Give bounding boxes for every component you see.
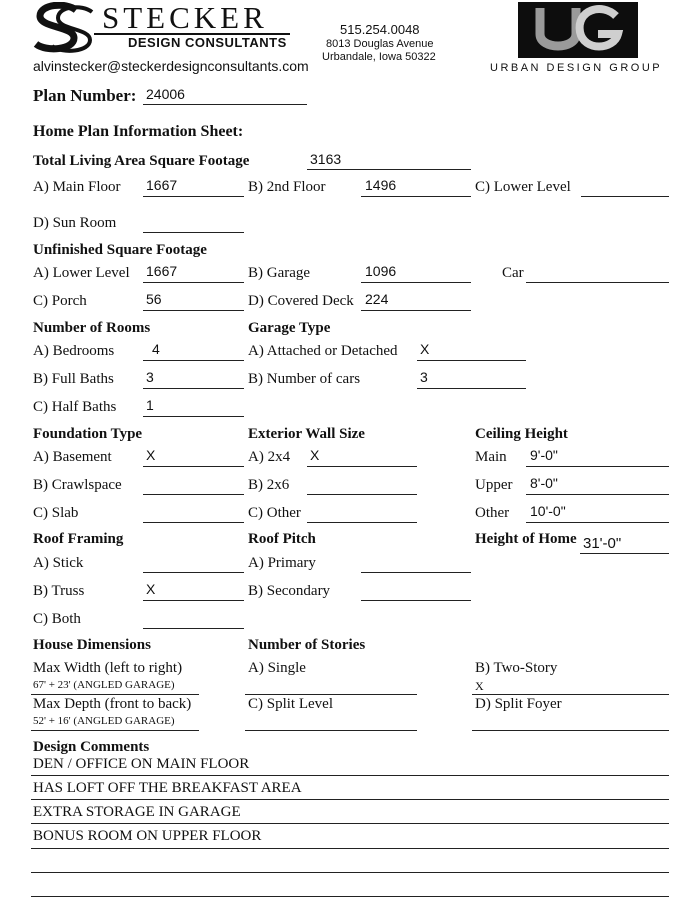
comment-rule-6 xyxy=(31,896,669,897)
bedrooms-line xyxy=(143,360,244,361)
ceiling-upper-value[interactable]: 8'-0" xyxy=(530,475,558,491)
ceiling-main-label: Main xyxy=(475,449,507,465)
garage-type-heading: Garage Type xyxy=(248,320,331,336)
basement-label: A) Basement xyxy=(33,449,112,465)
truss-label: B) Truss xyxy=(33,583,85,599)
wall-2x4-line xyxy=(307,466,417,467)
company-email[interactable]: alvinstecker@steckerdesignconsultants.com xyxy=(33,58,309,74)
main-floor-value[interactable]: 1667 xyxy=(146,177,178,193)
wall-2x6-line xyxy=(307,494,417,495)
lower-level-label: C) Lower Level xyxy=(475,179,571,195)
truss-value[interactable]: X xyxy=(146,581,156,597)
roof-framing-heading: Roof Framing xyxy=(33,531,124,547)
main-floor-line xyxy=(143,196,244,197)
plan-number-label: Plan Number: xyxy=(33,86,137,105)
stecker-logo xyxy=(30,2,300,58)
full-baths-line xyxy=(143,388,244,389)
living-area-heading: Total Living Area Square Footage xyxy=(33,153,250,169)
truss-line xyxy=(143,600,244,601)
header-rule xyxy=(94,33,290,35)
urban-design-group-logo xyxy=(488,0,673,80)
living-total-line xyxy=(307,169,471,170)
living-total-value[interactable]: 3163 xyxy=(310,151,342,167)
ceiling-heading: Ceiling Height xyxy=(475,426,568,442)
bedrooms-value[interactable]: 4 xyxy=(152,341,160,357)
secondary-pitch-line xyxy=(361,600,471,601)
sheet-title: Home Plan Information Sheet: xyxy=(33,123,244,140)
both-label: C) Both xyxy=(33,611,81,627)
secondary-pitch-label: B) Secondary xyxy=(248,583,331,599)
attached-label: A) Attached or Detached xyxy=(248,343,398,359)
plan-number-value[interactable]: 24006 xyxy=(146,86,185,102)
ceiling-other-value[interactable]: 10'-0" xyxy=(530,503,566,519)
height-of-home-heading: Height of Home xyxy=(475,531,577,547)
max-width-line xyxy=(31,694,199,695)
single-story-line xyxy=(245,694,417,695)
company-name: STECKER xyxy=(102,0,268,35)
company-tagline: DESIGN CONSULTANTS xyxy=(128,35,287,50)
split-foyer-line xyxy=(472,730,669,731)
unf-lower-level-label: A) Lower Level xyxy=(33,265,130,281)
sun-room-line xyxy=(143,232,244,233)
unf-garage-label: B) Garage xyxy=(248,265,311,281)
ceiling-upper-line xyxy=(526,494,669,495)
plan-number-line xyxy=(143,104,307,105)
comment-line-2[interactable]: HAS LOFT OFF THE BREAKFAST AREA xyxy=(33,780,302,796)
stick-label: A) Stick xyxy=(33,555,84,571)
split-foyer-label: D) Split Foyer xyxy=(475,696,562,712)
car-label: Car xyxy=(502,265,524,281)
comment-rule-5 xyxy=(31,872,669,873)
split-level-label: C) Split Level xyxy=(248,696,333,712)
wall-2x4-label: A) 2x4 xyxy=(248,449,291,465)
covered-deck-line xyxy=(361,310,471,311)
udg-emblem-icon xyxy=(518,2,638,58)
attached-line xyxy=(417,360,526,361)
porch-line xyxy=(143,310,244,311)
comment-line-1[interactable]: DEN / OFFICE ON MAIN FLOOR xyxy=(33,756,250,772)
company-address-line1: 8013 Douglas Avenue xyxy=(326,38,434,50)
half-baths-label: C) Half Baths xyxy=(33,399,117,415)
house-dimensions-heading: House Dimensions xyxy=(33,637,151,653)
wall-other-label: C) Other xyxy=(248,505,301,521)
max-width-value[interactable]: 67' + 23' (ANGLED GARAGE) xyxy=(33,679,175,691)
comment-line-3[interactable]: EXTRA STORAGE IN GARAGE xyxy=(33,804,241,820)
main-floor-label: A) Main Floor xyxy=(33,179,121,195)
full-baths-value[interactable]: 3 xyxy=(146,369,154,385)
two-story-line xyxy=(472,694,669,695)
second-floor-line xyxy=(361,196,471,197)
max-depth-label: Max Depth (front to back) xyxy=(33,696,192,712)
rooms-heading: Number of Rooms xyxy=(33,320,151,336)
car-line xyxy=(526,282,669,283)
covered-deck-value[interactable]: 224 xyxy=(365,291,389,307)
two-story-value[interactable]: X xyxy=(475,679,484,693)
unf-garage-value[interactable]: 1096 xyxy=(365,263,397,279)
slab-line xyxy=(143,522,244,523)
max-depth-line xyxy=(31,730,199,731)
bedrooms-label: A) Bedrooms xyxy=(33,343,115,359)
unf-lower-level-value[interactable]: 1667 xyxy=(146,263,178,279)
two-story-label: B) Two-Story xyxy=(475,660,558,676)
second-floor-label: B) 2nd Floor xyxy=(248,179,326,195)
both-line xyxy=(143,628,244,629)
single-story-label: A) Single xyxy=(248,660,306,676)
number-of-cars-value[interactable]: 3 xyxy=(420,369,428,385)
second-floor-value[interactable]: 1496 xyxy=(365,177,397,193)
stories-heading: Number of Stories xyxy=(248,637,366,653)
porch-value[interactable]: 56 xyxy=(146,291,162,307)
basement-value[interactable]: X xyxy=(146,447,156,463)
stecker-monogram-icon xyxy=(30,2,100,54)
wall-size-heading: Exterior Wall Size xyxy=(248,426,365,442)
wall-2x4-value[interactable]: X xyxy=(310,447,320,463)
primary-pitch-line xyxy=(361,572,471,573)
unf-lower-level-line xyxy=(143,282,244,283)
porch-label: C) Porch xyxy=(33,293,87,309)
crawlspace-label: B) Crawlspace xyxy=(33,477,122,493)
max-width-label: Max Width (left to right) xyxy=(33,660,183,676)
comment-rule-4 xyxy=(31,848,669,849)
partner-name: URBAN DESIGN GROUP xyxy=(490,62,663,74)
ceiling-main-value[interactable]: 9'-0" xyxy=(530,447,558,463)
number-of-cars-label: B) Number of cars xyxy=(248,371,361,387)
crawlspace-line xyxy=(143,494,244,495)
comment-line-4[interactable]: BONUS ROOM ON UPPER FLOOR xyxy=(33,828,262,844)
design-comments-heading: Design Comments xyxy=(33,739,150,755)
comment-rule-3 xyxy=(31,823,669,824)
primary-pitch-label: A) Primary xyxy=(248,555,316,571)
stick-line xyxy=(143,572,244,573)
half-baths-line xyxy=(143,416,244,417)
basement-line xyxy=(143,466,244,467)
company-phone: 515.254.0048 xyxy=(340,22,420,37)
company-address-line2: Urbandale, Iowa 50322 xyxy=(322,51,436,63)
roof-pitch-heading: Roof Pitch xyxy=(248,531,316,547)
sun-room-label: D) Sun Room xyxy=(33,215,117,231)
attached-value[interactable]: X xyxy=(420,341,430,357)
ceiling-upper-label: Upper xyxy=(475,477,513,493)
wall-other-line xyxy=(307,522,417,523)
foundation-heading: Foundation Type xyxy=(33,426,143,442)
split-level-line xyxy=(245,730,417,731)
full-baths-label: B) Full Baths xyxy=(33,371,114,387)
ceiling-other-label: Other xyxy=(475,505,510,521)
unfinished-heading: Unfinished Square Footage xyxy=(33,242,207,258)
wall-2x6-label: B) 2x6 xyxy=(248,477,290,493)
height-of-home-value[interactable]: 31'-0" xyxy=(583,535,622,552)
number-of-cars-line xyxy=(417,388,526,389)
height-of-home-line xyxy=(580,553,669,554)
covered-deck-label: D) Covered Deck xyxy=(248,293,354,309)
unf-garage-line xyxy=(361,282,471,283)
slab-label: C) Slab xyxy=(33,505,79,521)
max-depth-value[interactable]: 52' + 16' (ANGLED GARAGE) xyxy=(33,715,175,727)
comment-rule-2 xyxy=(31,799,669,800)
ceiling-main-line xyxy=(526,466,669,467)
half-baths-value[interactable]: 1 xyxy=(146,397,154,413)
lower-level-line xyxy=(581,196,669,197)
comment-rule-1 xyxy=(31,775,669,776)
ceiling-other-line xyxy=(526,522,669,523)
